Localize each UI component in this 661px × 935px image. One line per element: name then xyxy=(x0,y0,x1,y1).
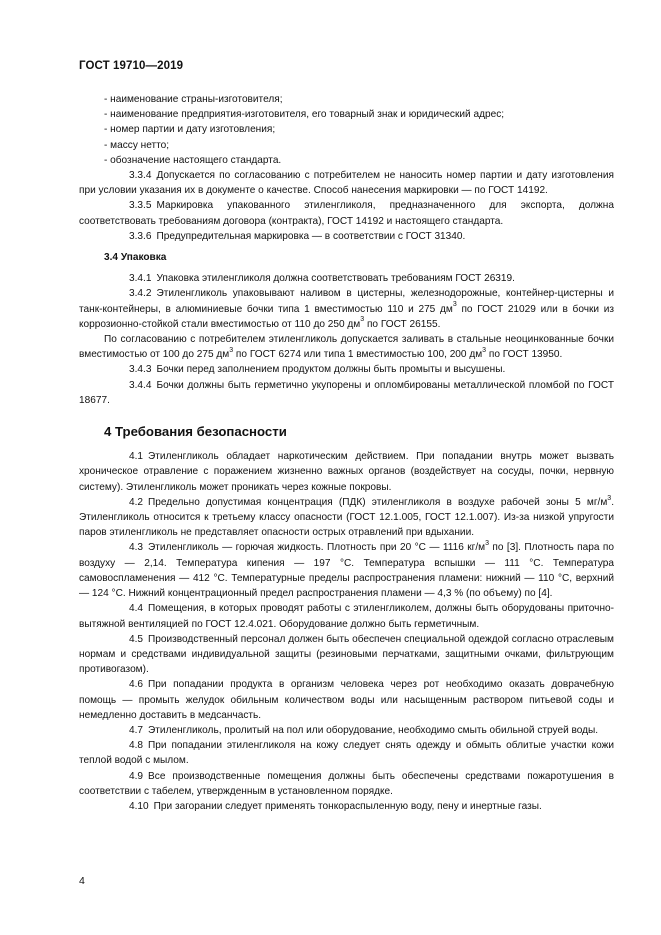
clause-number: 4.8 xyxy=(129,740,144,752)
paragraph-4-7 xyxy=(79,723,614,738)
paragraph-3-4-2-continued xyxy=(79,332,614,362)
superscript: 3 xyxy=(360,316,365,324)
paragraph-text: Упаковка этиленгликоля должна соответствовать требованиям ГОСТ 26319. xyxy=(156,273,515,285)
clause-number: 3.3.4 xyxy=(129,170,152,182)
list-item: - номер партии и дату изготовления; xyxy=(104,124,276,136)
paragraph-4-3 xyxy=(79,540,614,601)
paragraph-text: Этиленгликоль упаковывают наливом в цистерны, железнодорожные, контейнер-цистерны и танк-контейнеры, в алюминиевые бочки типа 1 вместимостью 110 и 275 дм xyxy=(79,288,614,315)
superscript: 3 xyxy=(485,540,489,548)
paragraph-4-10 xyxy=(79,799,614,814)
document-body xyxy=(79,92,614,814)
section-heading-3-4: 3.4 Упаковка xyxy=(104,252,167,264)
clause-number: 4.3 xyxy=(129,542,144,554)
clause-number: 4.4 xyxy=(129,603,144,615)
list-item: - наименование страны-изготовителя; xyxy=(104,94,283,105)
paragraph-4-6 xyxy=(79,677,614,723)
paragraph-text: по ГОСТ 26155. xyxy=(364,318,441,330)
paragraph-3-4-3 xyxy=(79,362,614,377)
page-number: 4 xyxy=(79,875,85,887)
paragraph-4-8 xyxy=(79,738,614,768)
paragraph-3-3-6 xyxy=(79,229,614,244)
clause-number: 4.1 xyxy=(129,451,144,463)
paragraph-text: При загорании следует применять тонкораспыленную воду, пену и инертные газы. xyxy=(153,800,542,812)
clause-number: 4.9 xyxy=(129,770,144,782)
clause-number: 3.4.4 xyxy=(129,379,152,391)
paragraph-4-4 xyxy=(79,601,614,631)
superscript: 3 xyxy=(607,494,612,502)
clause-number: 3.3.5 xyxy=(129,200,152,212)
clause-number: 3.4.2 xyxy=(129,288,152,300)
superscript: 3 xyxy=(229,346,234,354)
paragraph-4-9 xyxy=(79,769,614,799)
document-header: ГОСТ 19710—2019 xyxy=(79,60,184,72)
paragraph-3-3-4 xyxy=(79,168,614,198)
paragraph-text: . Этиленгликоль относится к третьему классу опасности (ГОСТ 12.1.005, ГОСТ 12.1.007). Из-за низкой упругости паров этиленгликоль не представляет опасности острых отравлений при вдыхании. xyxy=(79,496,614,539)
paragraph-text: Маркировка упакованного этиленгликоля, предназначенного для экспорта, должна соответствовать требованиям договора (контракта), ГОСТ 14192 и настоящего стандарта. xyxy=(79,200,614,227)
paragraph-text: Этиленгликоль, пролитый на пол или оборудование, необходимо смыть обильной струей воды. xyxy=(148,724,599,736)
paragraph-text: по ГОСТ 6274 или типа 1 вместимостью 100, 200 дм xyxy=(233,349,483,361)
clause-number: 3.3.6 xyxy=(129,230,152,242)
clause-number: 4.7 xyxy=(129,724,144,736)
clause-number: 4.5 xyxy=(129,633,144,645)
paragraph-text: по ГОСТ 13950. xyxy=(486,349,563,361)
paragraph-text: При попадании продукта в организм человека через рот необходимо оказать доврачебную помощь — промыть желудок обильным количеством воды или насыщенным раствором питьевой соды и немедленно доставить в медсанчасть. xyxy=(79,679,614,721)
list-item: - наименование предприятия-изготовителя, его товарный знак и юридический адрес; xyxy=(104,109,505,121)
paragraph-text: По согласованию с потребителем этиленгликоль допускается заливать в стальные неоцинкованные бочки вместимостью от 100 до 275 дм xyxy=(79,334,614,361)
clause-number: 3.4.3 xyxy=(129,364,152,376)
clause-number: 4.10 xyxy=(129,800,149,812)
paragraph-text: Этиленгликоль обладает наркотическим действием. При попадании внутрь может вызвать хроническое отравление с поражением жизненно важных органов (воздействует на сосуды, почки, нервную систему). Этиленгликоль может проникать через кожные покровы. xyxy=(79,451,614,493)
paragraph-3-4-1 xyxy=(79,271,614,286)
paragraph-text: Помещения, в которых проводят работы с этиленгликолем, должны быть оборудованы приточно-вытяжной вентиляцией по ГОСТ 12.4.021. Оборудование должно быть герметичным. xyxy=(79,603,614,630)
list-item: - обозначение настоящего стандарта. xyxy=(104,154,282,166)
paragraph-3-4-2 xyxy=(79,286,614,332)
superscript: 3 xyxy=(452,301,457,309)
paragraph-text: Бочки должны быть герметично укупорены и опломбированы металлической пломбой по ГОСТ 18677. xyxy=(79,379,614,406)
superscript: 3 xyxy=(482,346,487,354)
paragraph-3-4-4 xyxy=(79,378,614,408)
paragraph-text: Предельно допустимая концентрация (ПДК) этиленгликоля в воздухе рабочей зоны 5 мг/м xyxy=(148,496,608,508)
paragraph-4-2 xyxy=(79,495,614,541)
paragraph-text: Производственный персонал должен быть обеспечен специальной одеждой согласно отраслевым нормам и средствами индивидуальной защиты (резиновыми перчатками, защитными очками, фильтрующим противогазом). xyxy=(79,633,614,676)
paragraph-text: Все производственные помещения должны быть обеспечены средствами пожаротушения в соответствии с табелем, утвержденным в установленном порядке. xyxy=(79,770,614,797)
list-item: - массу нетто; xyxy=(104,139,170,151)
paragraph-text: Этиленгликоль — горючая жидкость. Плотность при 20 °С — 1116 кг/м xyxy=(148,542,486,554)
paragraph-text: Предупредительная маркировка — в соответствии с ГОСТ 31340. xyxy=(156,230,466,242)
clause-number: 4.2 xyxy=(129,496,144,508)
clause-number: 4.6 xyxy=(129,679,144,691)
clause-number: 3.4.1 xyxy=(129,273,152,285)
section-heading-4: 4 Требования безопасности xyxy=(104,424,287,440)
paragraph-3-3-5 xyxy=(79,198,614,228)
paragraph-4-1 xyxy=(79,449,614,495)
paragraph-text: по [3]. Плотность пара по воздуху — 2,14. Температура кипения — 197 °С. Температура вспышки — 111 °С. Температура самовоспламенения — 412 °С. Температурные пределы распространения пламени: нижний — 110 °С, верхний — 124 °С. Нижний концентрационный предел распространения пламени — 4,3 % (по объему) по [4]. xyxy=(79,542,614,600)
paragraph-text: Бочки перед заполнением продуктом должны быть промыты и высушены. xyxy=(156,364,506,376)
paragraph-text: по ГОСТ 21029 или в бочки из коррозионно-стойкой стали вместимостью от 110 до 250 дм xyxy=(79,303,614,330)
paragraph-text: Допускается по согласованию с потребителем не наносить номер партии и дату изготовления при условии указания их в документе о качестве. Способ нанесения маркировки — по ГОСТ 14192. xyxy=(79,170,614,197)
paragraph-4-5 xyxy=(79,632,614,678)
paragraph-text: При попадании этиленгликоля на кожу следует снять одежду и обмыть облитые участки кожи теплой водой с мылом. xyxy=(79,740,614,767)
